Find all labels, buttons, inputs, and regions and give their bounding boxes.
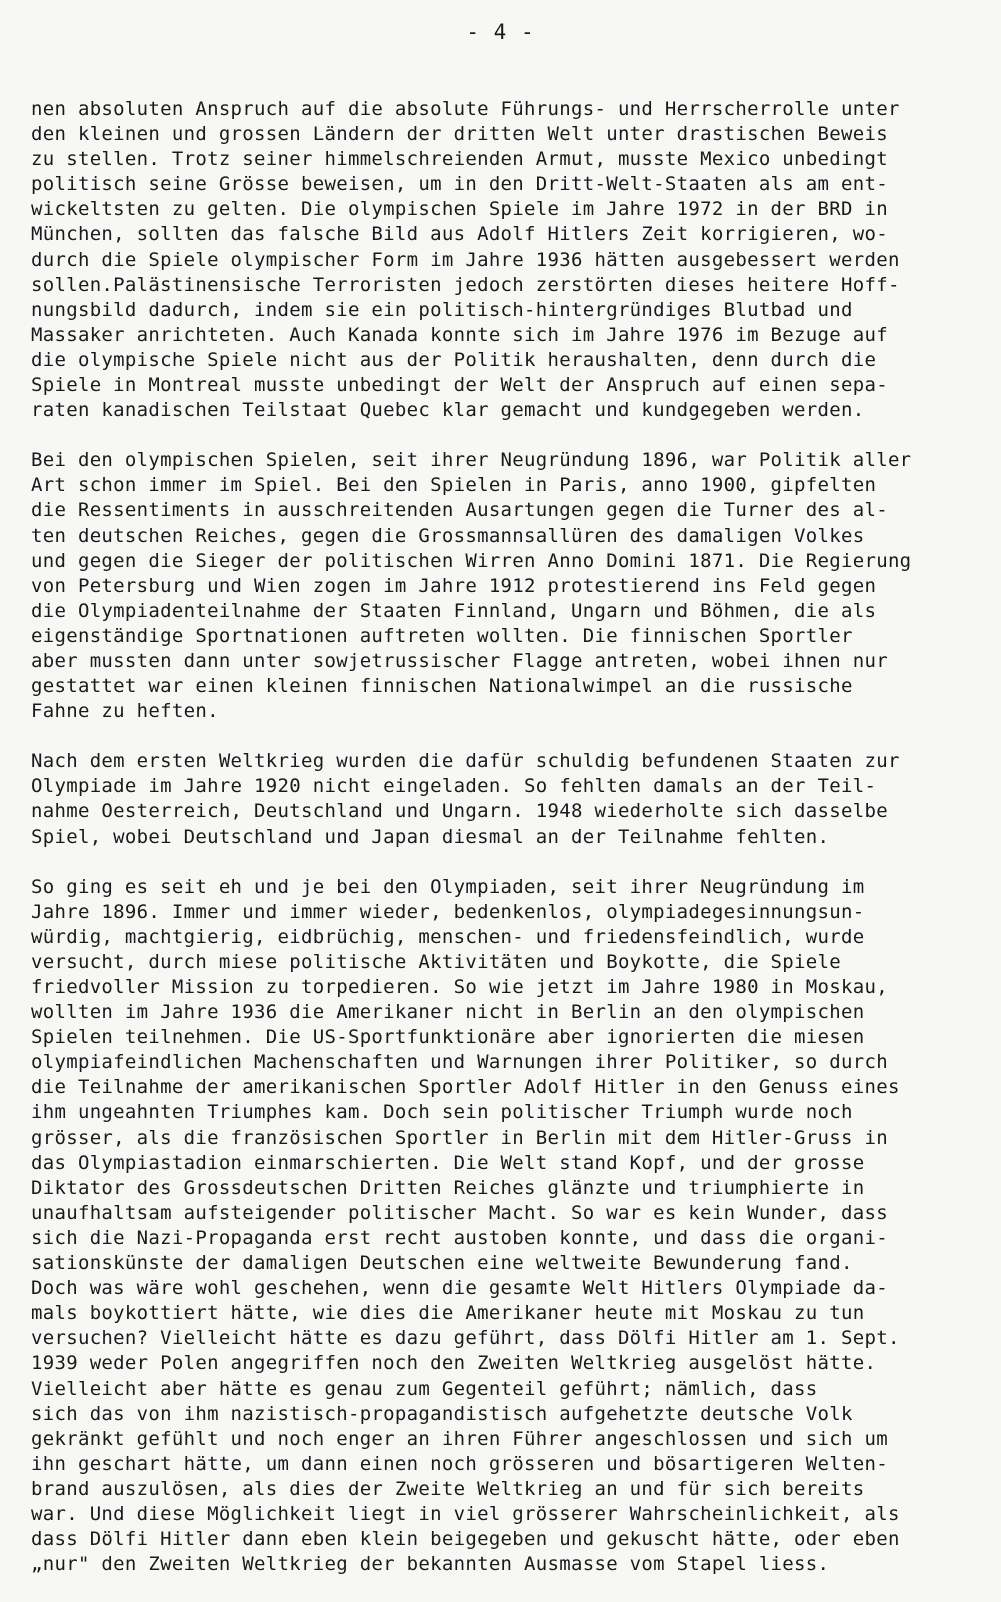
text-line: olympiafeindlichen Machenschaften und Warnungen ihrer Politiker, so durch [31, 1051, 888, 1074]
text-line: ihm ungeahnten Triumphes kam. Doch sein politischer Triumph wurde noch [31, 1101, 853, 1124]
text-line: Olympiade im Jahre 1920 nicht eingeladen. So fehlten damals an der Teil- [31, 775, 877, 798]
paragraph-4 [31, 875, 981, 1578]
text-line: raten kanadischen Teilstaat Quebec klar gemacht und kundgegeben werden. [31, 399, 865, 422]
page-number: - 4 - [466, 20, 535, 44]
text-line: grösser, als die französischen Sportler in Berlin mit dem Hitler-Gruss in [31, 1126, 888, 1149]
text-line: von Petersburg und Wien zogen im Jahre 1912 protestierend ins Feld gegen [31, 574, 877, 597]
text-line: ten deutschen Reiches, gegen die Grossmannsallüren des damaligen Volkes [31, 524, 865, 547]
paragraph-3 [31, 749, 981, 849]
text-line: Nach dem ersten Weltkrieg wurden die dafür schuldig befundenen Staaten zur [31, 750, 900, 773]
text-line: sollen.Palästinensische Terroristen jedoch zerstörten dieses heitere Hoff- [31, 273, 900, 296]
text-line: dass Dölfi Hitler dann eben klein beigegeben und gekuscht hätte, oder eben [31, 1528, 900, 1551]
text-line: Bei den olympischen Spielen, seit ihrer Neugründung 1896, war Politik aller [31, 449, 912, 472]
text-line: Spiel, wobei Deutschland und Japan diesmal an der Teilnahme fehlten. [31, 825, 830, 848]
text-line: So ging es seit eh und je bei den Olympiaden, seit ihrer Neugründung im [31, 875, 865, 898]
text-line: gekränkt gefühlt und noch enger an ihren Führer angeschlossen und sich um [31, 1427, 888, 1450]
paragraph-2 [31, 448, 981, 724]
text-line: zu stellen. Trotz seiner himmelschreienden Armut, musste Mexico unbedingt [31, 148, 888, 171]
text-line: Vielleicht aber hätte es genau zum Gegenteil geführt; nämlich, dass [31, 1377, 818, 1400]
text-line: aber mussten dann unter sowjetrussischer Flagge antreten, wobei ihnen nur [31, 649, 888, 672]
text-line: Massaker anrichteten. Auch Kanada konnte sich im Jahre 1976 im Bezuge auf [31, 323, 888, 346]
text-line: Jahre 1896. Immer und immer wieder, bedenkenlos, olympiadegesinnungsun- [31, 900, 865, 923]
text-line: die Teilnahme der amerikanischen Sportler Adolf Hitler in den Genuss eines [31, 1076, 900, 1099]
text-line: gestattet war einen kleinen finnischen Nationalwimpel an die russische [31, 675, 853, 698]
text-line: nen absoluten Anspruch auf die absolute Führungs- und Herrscherrolle unter [31, 98, 900, 120]
text-line: ihn geschart hätte, um dann einen noch grösseren und bösartigeren Welten- [31, 1452, 888, 1475]
text-line: Doch was wäre wohl geschehen, wenn die gesamte Welt Hitlers Olympiade da- [31, 1277, 888, 1300]
text-line: wollten im Jahre 1936 die Amerikaner nicht in Berlin an den olympischen [31, 1001, 865, 1024]
text-line: Diktator des Grossdeutschen Dritten Reiches glänzte und triumphierte in [31, 1176, 865, 1199]
text-line: würdig, machtgierig, eidbrüchig, menschen- und friedensfeindlich, wurde [31, 925, 865, 948]
text-line: sationskünste der damaligen Deutschen eine weltweite Bewunderung fand. [31, 1252, 853, 1275]
text-line: die Ressentiments in ausschreitenden Ausartungen gegen die Turner des al- [31, 499, 888, 522]
text-line: war. Und diese Möglichkeit liegt in viel grösserer Wahrscheinlichkeit, als [31, 1502, 900, 1525]
text-line: friedvoller Mission zu torpedieren. So wie jetzt im Jahre 1980 in Moskau, [31, 976, 888, 998]
text-line: „nur" den Zweiten Weltkrieg der bekannten Ausmasse vom Stapel liess. [31, 1553, 830, 1576]
text-line: Art schon immer im Spiel. Bei den Spielen in Paris, anno 1900, gipfelten [31, 474, 877, 497]
text-line: unaufhaltsam aufsteigender politischer Macht. So war es kein Wunder, dass [31, 1201, 888, 1224]
text-line: nungsbild dadurch, indem sie ein politisch-hintergründiges Blutbad und [31, 298, 853, 321]
text-line: München, sollten das falsche Bild aus Adolf Hitlers Zeit korrigieren, wo- [31, 223, 888, 246]
text-line: Spiele in Montreal musste unbedingt der Welt der Anspruch auf einen sepa- [31, 374, 888, 397]
text-line: versucht, durch miese politische Aktivitäten und Boykotte, die Spiele [31, 950, 841, 973]
text-line: sich das von ihm nazistisch-propagandistisch aufgehetzte deutsche Volk [31, 1402, 853, 1425]
text-line: das Olympiastadion einmarschierten. Die Welt stand Kopf, und der grosse [31, 1151, 865, 1174]
text-line: die Olympiadenteilnahme der Staaten Finnland, Ungarn und Böhmen, die als [31, 599, 877, 622]
text-line: die olympische Spiele nicht aus der Politik heraushalten, denn durch die [31, 348, 877, 371]
body-text [31, 97, 981, 1602]
text-line: Spielen teilnehmen. Die US-Sportfunktionäre aber ignorierten die miesen [31, 1026, 865, 1049]
text-line: brand auszulösen, als dies der Zweite Weltkrieg an und für sich bereits [31, 1477, 865, 1500]
paragraph-1 [31, 97, 981, 423]
text-line: durch die Spiele olympischer Form im Jahre 1936 hätten ausgebessert werden [31, 248, 900, 271]
text-line: wickeltsten zu gelten. Die olympischen Spiele im Jahre 1972 in der BRD in [31, 198, 888, 221]
text-line: nahme Oesterreich, Deutschland und Ungarn. 1948 wiederholte sich dasselbe [31, 800, 888, 823]
text-line: versuchen? Vielleicht hätte es dazu geführt, dass Dölfi Hitler am 1. Sept. [31, 1327, 900, 1350]
text-line: politisch seine Grösse beweisen, um in den Dritt-Welt-Staaten als am ent- [31, 173, 888, 196]
text-line: 1939 weder Polen angegriffen noch den Zweiten Weltkrieg ausgelöst hätte. [31, 1352, 877, 1375]
text-line: eigenständige Sportnationen auftreten wollten. Die finnischen Sportler [31, 624, 853, 647]
text-line: mals boykottiert hätte, wie dies die Amerikaner heute mit Moskau zu tun [31, 1302, 865, 1325]
text-line: sich die Nazi-Propaganda erst recht austoben konnte, und dass die organi- [31, 1226, 888, 1249]
text-line: den kleinen und grossen Ländern der dritten Welt unter drastischen Beweis [31, 123, 888, 146]
text-line: und gegen die Sieger der politischen Wirren Anno Domini 1871. Die Regierung [31, 549, 912, 572]
text-line: Fahne zu heften. [31, 700, 219, 723]
